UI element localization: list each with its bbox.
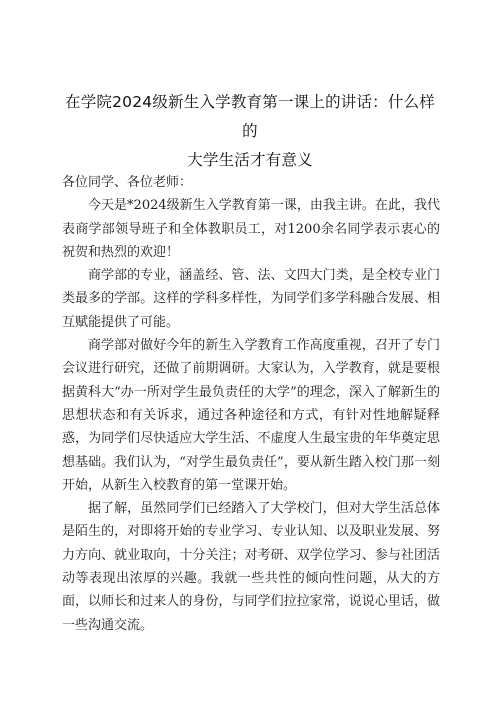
document-body <box>62 171 440 637</box>
salutation: 各位同学、各位老师： <box>62 175 193 190</box>
title-line-1: 在学院2024级新生入学教育第一课上的讲话：什么样的 <box>65 93 435 140</box>
paragraph-disciplines: 商学部的专业，涵盖经、管、法、文四大门类，是全校专业门类最多的学部。这样的学科多样性，为同学们多学科融合发展、相互赋能提供了可能。 <box>62 268 440 330</box>
paragraph-student-concerns: 据了解，虽然同学们已经踏入了大学校门，但对大学生活总体是陌生的，对即将开始的专业学习、专业认知、以及职业发展、努力方向、就业取向，十分关注；对考研、双学位学习、参与社团活动等表现出浓厚的兴趣。我就一些共性的倾向性问题，从大的方面，以师长和过来人的身份，与同学们拉拉家常，说说心里话，做一些沟通交流。 <box>62 501 440 633</box>
paragraph-welcome: 今天是*2024级新生入学教育第一课，由我主讲。在此，我代表商学部领导班子和全体教职员工，对1200余名同学表示衷心的祝贺和热烈的欢迎！ <box>62 198 440 260</box>
paragraph-orientation-work: 商学部对做好今年的新生入学教育工作高度重视，召开了专门会议进行研究，还做了前期调研。大家认为，入学教育，就是要根据黄科大“办一所对学生最负责任的大学”的理念，深入了解新生的思想状态和有关诉求，通过各种途径和方式，有针对性地解疑释惑，为同学们尽快适应大学生活、不虚度人生最宝贵的年华奠定思想基础。我们认为，“对学生最负责任”，要从新生踏入校门那一刻开始，从新生入校教育的第一堂课开始。 <box>62 338 440 493</box>
title-line-2: 大学生活才有意义 <box>187 151 313 169</box>
document-title <box>60 88 440 175</box>
